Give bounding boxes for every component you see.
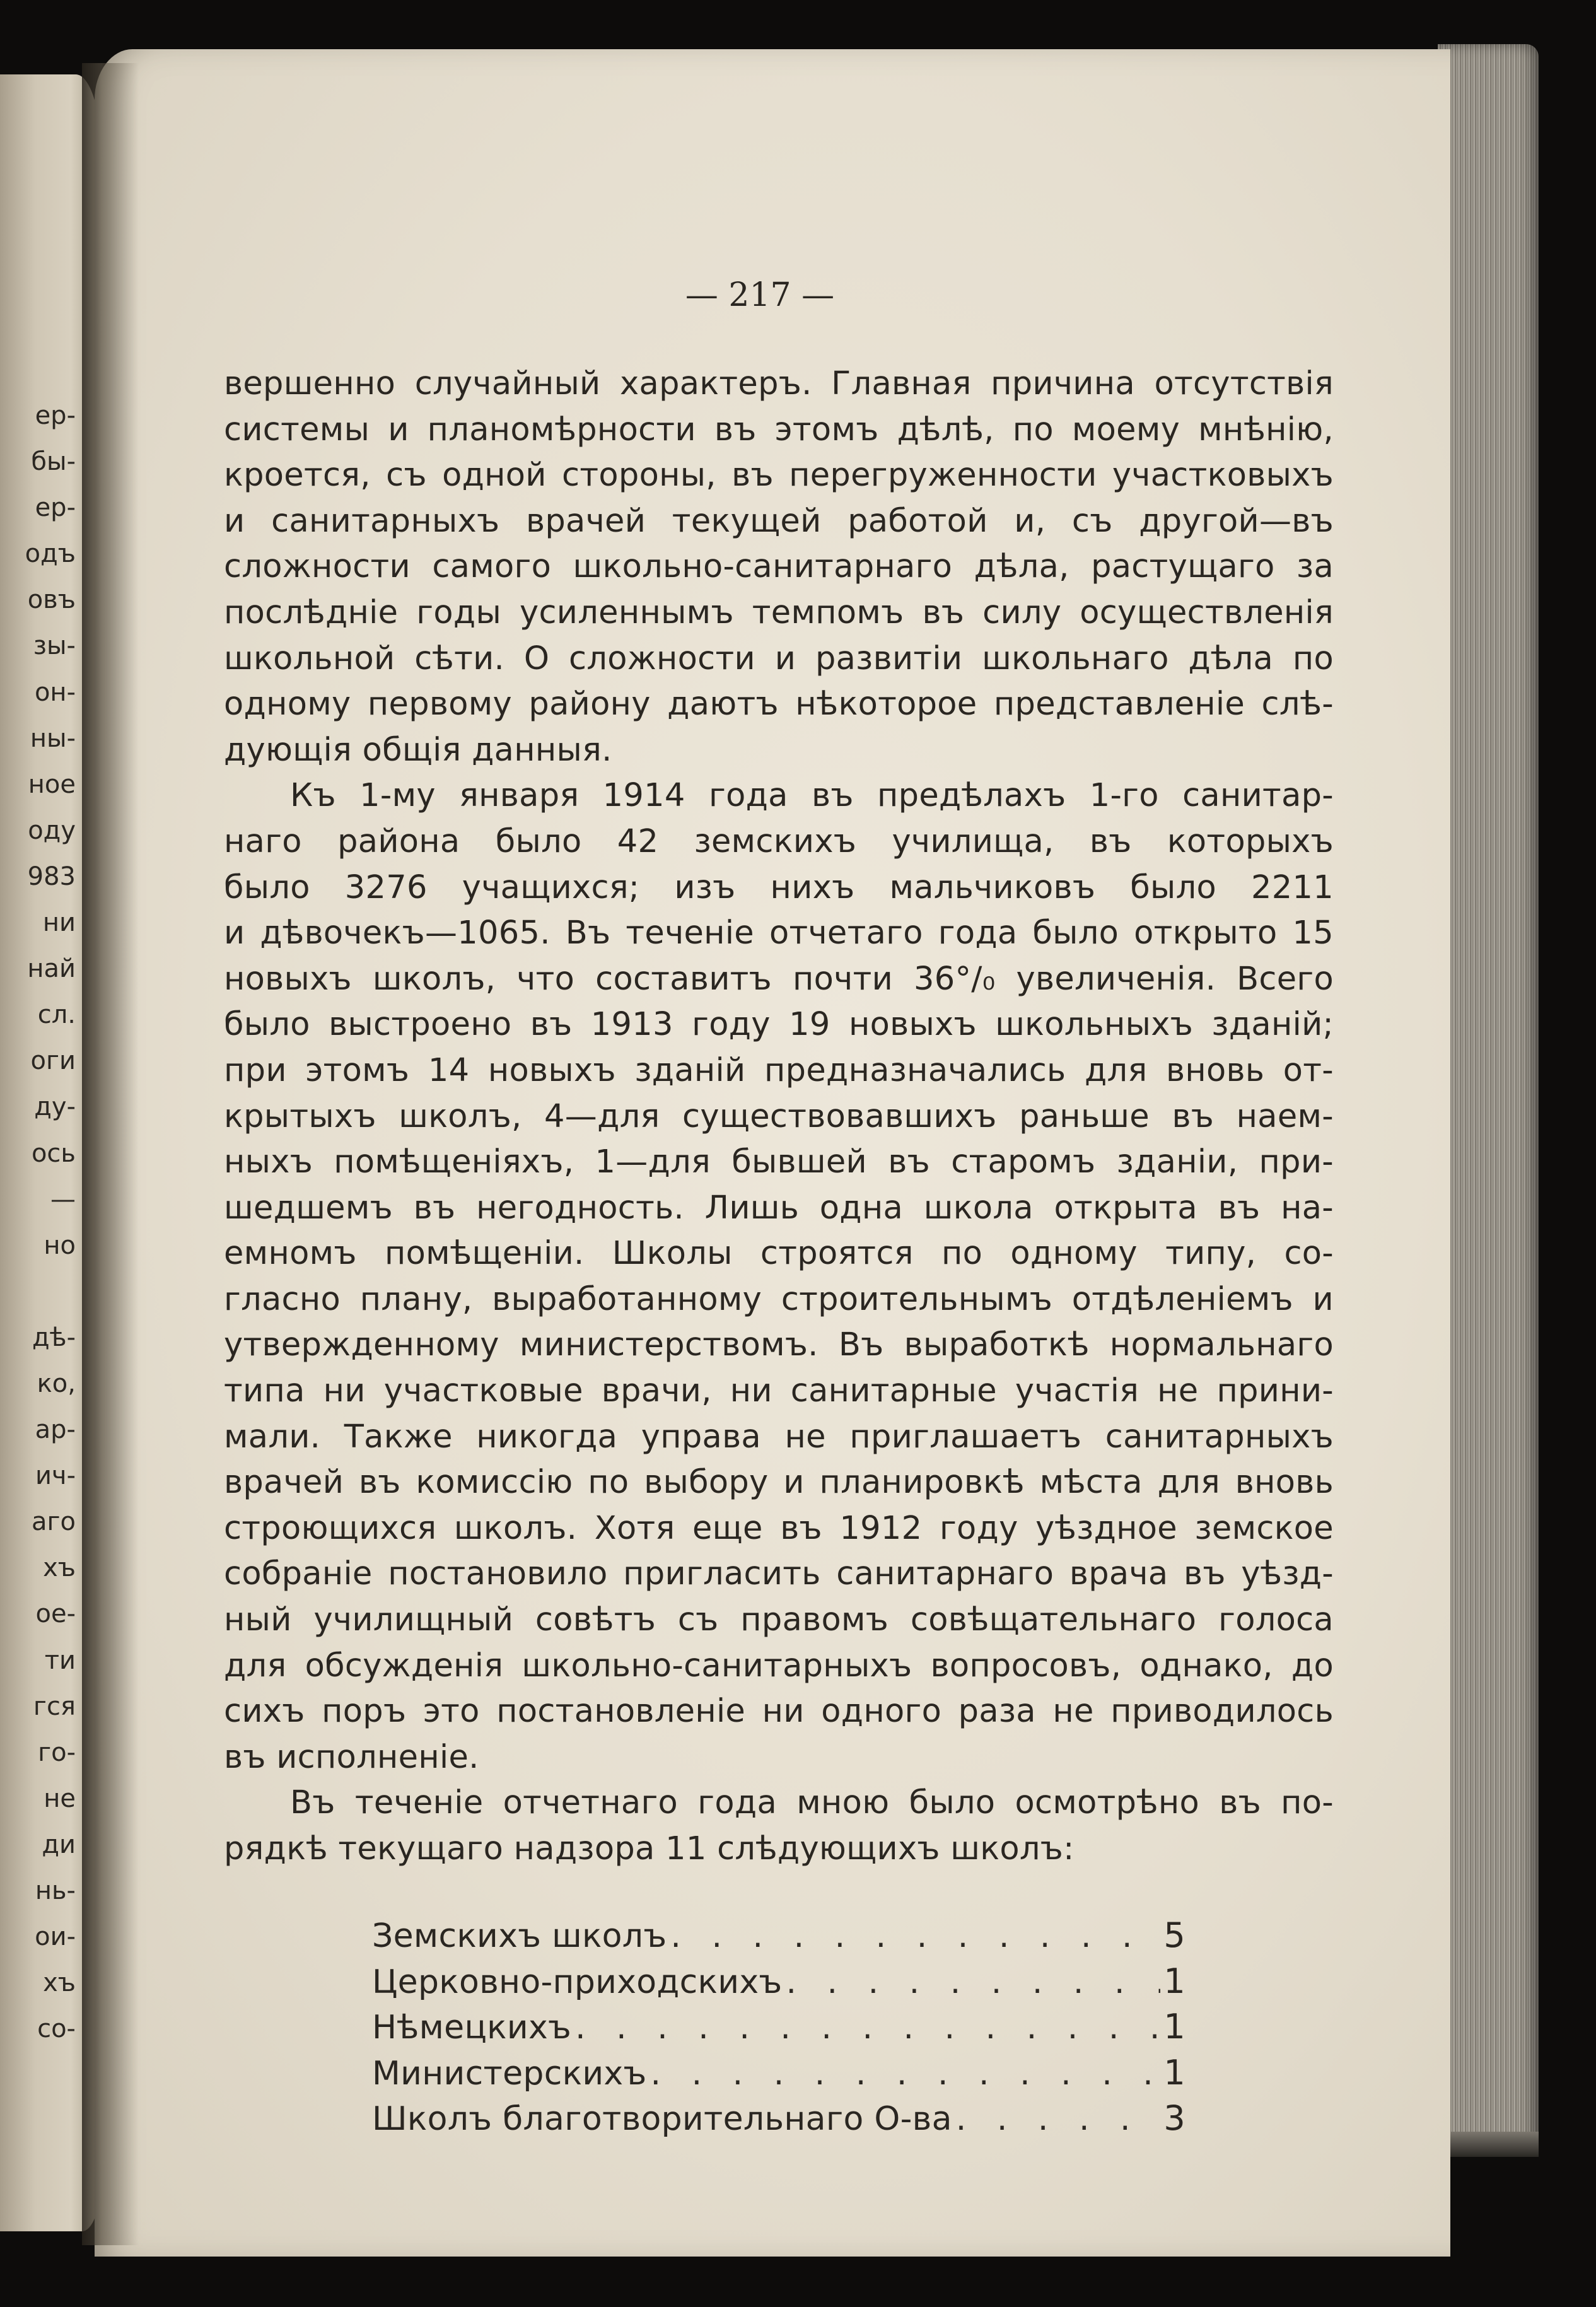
text-line: при этомъ 14 новыхъ зданій предназначались для вновь от- [224, 1051, 1334, 1089]
text-line: врачей въ комиссію по выбору и планировкѣ мѣста для вновь [224, 1464, 1334, 1502]
fragment: сл. [37, 1000, 76, 1030]
fragment: ар- [35, 1415, 76, 1445]
text-line: ныхъ помѣщеніяхъ, 1—для бывшей въ старомъ зданіи, при- [224, 1143, 1334, 1181]
school-count: 3 [1163, 2098, 1185, 2138]
text-line: было 3276 учащихся; изъ нихъ мальчиковъ было 2211 [224, 868, 1334, 906]
text-line: сихъ поръ это постановленіе ни одного раза не приводилось [224, 1693, 1334, 1731]
fragment-gap [0, 1269, 76, 1315]
fragment: одъ [25, 539, 76, 569]
fragment: ное [28, 769, 76, 799]
fragment: 983 [27, 861, 76, 891]
text-line: шедшемъ въ негодность. Лишь одна школа открыта въ на- [224, 1189, 1334, 1227]
school-type: Школъ благотворительнаго О-ва [372, 2100, 952, 2138]
text-line: одному первому району даютъ нѣкоторое представленіе слѣ- [224, 686, 1334, 723]
text-line: ный училищный совѣтъ съ правомъ совѣщательнаго голоса [224, 1601, 1334, 1639]
fragment: со- [37, 2014, 76, 2044]
fragment: аго [32, 1507, 76, 1537]
fragment: го- [38, 1738, 76, 1767]
leader-dots [782, 1959, 1160, 2006]
text-line: сложности самого школьно-санитарнаго дѣла, растущаго за [224, 548, 1334, 586]
fragment: гся [33, 1691, 76, 1721]
fragment: дѣ- [32, 1323, 76, 1352]
fragment: зы- [33, 631, 76, 661]
leader-dots [647, 2051, 1160, 2097]
text-line: рядкѣ текущаго надзора 11 слѣдующихъ школъ: [224, 1830, 1075, 1867]
text-line: и дѣвочекъ—1065. Въ теченіе отчетаго года было открыто 15 [224, 914, 1334, 952]
school-row [372, 1959, 1185, 2005]
text-line: вершенно случайный характеръ. Главная причина отсутствія [224, 365, 1334, 402]
school-row [372, 2004, 1185, 2050]
leader-dots [667, 1913, 1160, 1959]
school-type: Церковно-приходскихъ [372, 1963, 783, 2001]
text-line: гласно плану, выработанному строительнымъ отдѣленіемъ и [224, 1280, 1334, 1318]
fragment: нь- [35, 1876, 76, 1905]
text-line: школьной сѣти. О сложности и развитіи школьнаго дѣла по [224, 640, 1334, 677]
school-type: Нѣмецкихъ [372, 2009, 572, 2047]
school-count: 1 [1163, 2052, 1185, 2093]
schools-list [372, 1913, 1185, 2142]
body-text [224, 361, 1334, 1872]
text-line: новыхъ школъ, что составитъ почти 36°/₀ увеличенія. Всего [224, 960, 1334, 998]
text-line: системы и планомѣрности въ этомъ дѣлѣ, по моему мнѣнію, [224, 411, 1334, 448]
fragment: ду- [34, 1092, 76, 1122]
fragment: хъ [43, 1553, 76, 1583]
text-line: строющихся школъ. Хотя еще въ 1912 году уѣздное земское [224, 1509, 1334, 1547]
text-line: утвержденному министерствомъ. Въ выработкѣ нормальнаго [224, 1326, 1334, 1364]
text-line: крытыхъ школъ, 4—для существовавшихъ раньше въ наем- [224, 1097, 1334, 1135]
fragment: бы- [31, 447, 76, 477]
fragment: он- [34, 677, 76, 707]
fragment: оги [30, 1046, 76, 1076]
fragment: най [27, 954, 76, 984]
school-count: 1 [1163, 1961, 1185, 2001]
fragment: ось [31, 1138, 76, 1168]
previous-page-text-fragments [0, 393, 76, 2052]
fragment: ны- [30, 723, 76, 753]
fragment: не [44, 1784, 76, 1813]
text-line: и санитарныхъ врачей текущей работой и, съ другой—въ [224, 502, 1334, 540]
text-line: дующія общія данныя. [224, 731, 612, 769]
fragment: но [44, 1230, 76, 1260]
fragment: овъ [27, 585, 76, 615]
text-line: Къ 1-му января 1914 года въ предѣлахъ 1-го санитар- [290, 777, 1334, 815]
text-line: емномъ помѣщеніи. Школы строятся по одному типу, со- [224, 1235, 1334, 1273]
fragment: — [50, 1184, 76, 1214]
school-count: 5 [1163, 1915, 1185, 1955]
page-block-edge [1438, 44, 1539, 2144]
leader-dots [952, 2096, 1160, 2142]
text-line: было выстроено въ 1913 году 19 новыхъ школьныхъ зданій; [224, 1006, 1334, 1044]
school-count: 1 [1163, 2007, 1185, 2047]
fragment: ко, [37, 1369, 76, 1398]
text-line: типа ни участковые врачи, ни санитарные участія не прини- [224, 1372, 1334, 1410]
fragment: хъ [43, 1968, 76, 1998]
school-row [372, 1913, 1185, 1959]
school-row [372, 2050, 1185, 2096]
fragment: ич- [35, 1461, 76, 1491]
text-line: послѣдніе годы усиленнымъ темпомъ въ силу осуществленія [224, 593, 1334, 631]
school-type: Земскихъ школъ [372, 1917, 667, 1955]
text-line: Въ теченіе отчетнаго года мною было осмотрѣно въ по- [290, 1784, 1334, 1822]
fragment: ои- [35, 1922, 76, 1952]
fragment: ер- [35, 493, 76, 523]
fragment: ое- [35, 1599, 76, 1629]
school-type: Министерскихъ [372, 2054, 647, 2093]
text-line: собраніе постановило пригласить санитарнаго врача въ уѣзд- [224, 1555, 1334, 1593]
fragment: ер- [35, 401, 76, 430]
school-row [372, 2096, 1185, 2142]
page-number: — 217 — [685, 276, 835, 314]
text-line: кроется, съ одной стороны, въ перегруженности участковыхъ [224, 457, 1334, 494]
fragment: оду [28, 815, 76, 845]
text-line: для обсужденія школьно-санитарныхъ вопросовъ, однако, до [224, 1647, 1334, 1685]
fragment: ди [42, 1830, 76, 1859]
gutter-shadow [82, 63, 139, 2245]
text-line: наго района было 42 земскихъ училища, въ которыхъ [224, 822, 1334, 860]
fragment: ни [42, 908, 76, 938]
text-line: въ исполненіе. [224, 1738, 479, 1776]
text-line: мали. Также никогда управа не приглашаетъ санитарныхъ [224, 1418, 1334, 1456]
fragment: ти [44, 1645, 76, 1675]
page [95, 49, 1450, 2257]
leader-dots [571, 2005, 1160, 2051]
